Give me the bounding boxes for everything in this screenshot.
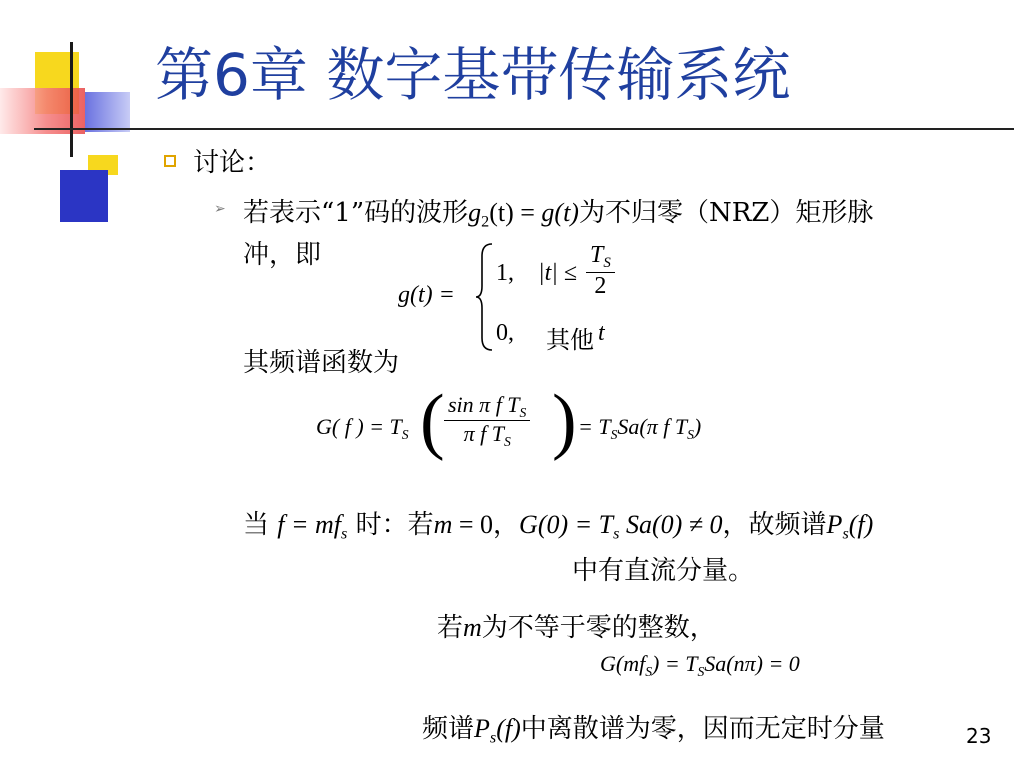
eq2-rhs: = $T_SSa(\pi$ f $T_S$) xyxy=(578,414,702,442)
eq1-case1-value: 1, xyxy=(496,260,514,286)
eq2-left-paren: ( xyxy=(420,380,445,462)
equation-piecewise xyxy=(398,240,628,355)
eq1-fraction xyxy=(586,242,615,301)
line-dc-component: 中有直流分量。 xyxy=(572,556,755,586)
square-bullet-icon xyxy=(164,155,176,167)
bullet-nrz-description xyxy=(243,192,873,232)
eq1-case1-condition: |t| ≤ xyxy=(538,260,578,286)
decor-blue-gradient-bar xyxy=(85,92,130,132)
eq2-fraction: $\frac{\sin \pi f T_S}{\pi f T_S}$ xyxy=(444,392,530,450)
left-brace-icon xyxy=(474,242,494,352)
eq1-case2-condition: 其他 xyxy=(546,328,594,354)
g2-arg: (t) = xyxy=(489,198,542,227)
line-m-nonzero-integer: 若m为不等于零的整数， xyxy=(437,613,716,643)
eq2-right-paren: ) xyxy=(552,380,577,462)
page-title: 第6章 数字基带传输系统 xyxy=(155,41,791,109)
eq2-den: π f T xyxy=(463,421,504,447)
decor-horizontal-line xyxy=(34,128,1014,130)
eq1-frac-num-sub: S xyxy=(603,255,611,272)
spectrum-label: 其频谱函数为 xyxy=(243,348,400,378)
equation-zero-discrete: $G(mf_S) = T_SSa(n\pi) = 0$ xyxy=(600,651,800,679)
eq1-case2-value: 0, xyxy=(496,320,514,346)
eq1-frac-num: T xyxy=(590,242,604,268)
bullet-discussion: 讨论： xyxy=(193,148,272,178)
g2-subscript: 2 xyxy=(481,213,490,231)
equation-spectrum xyxy=(316,380,736,468)
text: 为不归零（NRZ）矩形脉 xyxy=(578,198,874,228)
g-of-t: g(t) xyxy=(541,198,579,227)
text: 若表示“1”码的波形 xyxy=(243,198,469,228)
eq2-lhs: G( f ) = $T_S$ xyxy=(316,414,409,442)
decor-vertical-line xyxy=(70,42,73,157)
eq1-frac-den: 2 xyxy=(594,273,607,300)
arrow-bullet-icon: ➢ xyxy=(214,201,226,217)
bullet-nrz-line2: 冲，即 xyxy=(243,240,322,270)
eq1-case2-variable: t xyxy=(598,320,605,346)
g2-symbol: g xyxy=(468,198,482,227)
line-no-timing-component: 频谱$P_s(f)$中离散谱为零，因而无定时分量 xyxy=(422,714,885,747)
page-number: 23 xyxy=(966,724,992,748)
decor-blue-square xyxy=(60,170,108,222)
eq1-lhs: g(t) = xyxy=(398,282,455,308)
eq2-num: sin π f T xyxy=(448,392,520,417)
line-when-f-equals-mfs: 当 $f = mf_s$ 时：若m = 0，$G(0) = T_s$ Sa(0) ≠ 0，故频谱$P_s(f)$ xyxy=(243,510,874,543)
